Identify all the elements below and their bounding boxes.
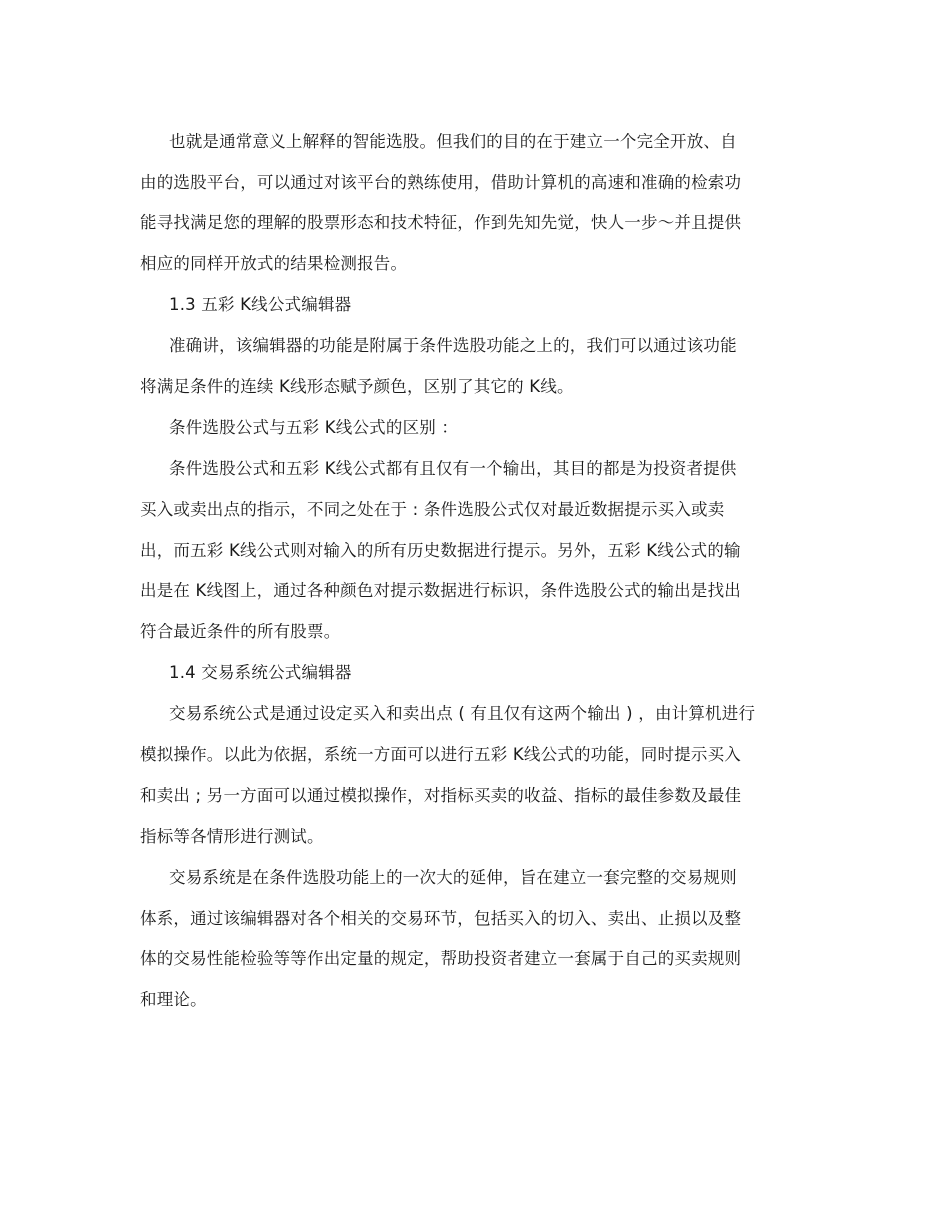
paragraph-line: 条件选股公式和五彩 K线公式都有且仅有一个输出，其目的都是为投资者提供 — [169, 459, 737, 478]
section-heading-1-3: 1.3 五彩 K线公式编辑器 — [169, 295, 352, 314]
paragraph-line: 将满足条件的连续 K线形态赋予颜色，区别了其它的 K线。 — [140, 377, 574, 396]
paragraph-line: 出，而五彩 K线公式则对输入的所有历史数据进行提示。另外，五彩 K线公式的输 — [140, 541, 741, 560]
paragraph-line: 体系，通过该编辑器对各个相关的交易环节，包括买入的切入、卖出、止损以及整 — [140, 909, 742, 928]
paragraph-line: 相应的同样开放式的结果检测报告。 — [140, 254, 408, 273]
paragraph-line: 和卖出 ; 另一方面可以通过模拟操作，对指标买卖的收益、指标的最佳参数及最佳 — [140, 786, 742, 805]
paragraph-line: 能寻找满足您的理解的股票形态和技术特征，作到先知先觉，快人一步～并且提供 — [140, 213, 742, 232]
paragraph-line: 模拟操作。以此为依据，系统一方面可以进行五彩 K线公式的功能，同时提示买入 — [140, 745, 741, 764]
section-heading-1-4: 1.4 交易系统公式编辑器 — [169, 663, 352, 682]
paragraph-line: 准确讲，该编辑器的功能是附属于条件选股功能之上的，我们可以通过该功能 — [169, 336, 737, 355]
paragraph-line: 出是在 K线图上，通过各种颜色对提示数据进行标识，条件选股公式的输出是找出 — [140, 581, 741, 600]
paragraph-line: 交易系统公式是通过设定买入和卖出点 ( 有且仅有这两个输出 ) ，由计算机进行 — [169, 704, 756, 723]
paragraph-line: 买入或卖出点的指示，不同之处在于 : 条件选股公式仅对最近数据提示买入或卖 — [140, 500, 725, 519]
paragraph-line: 条件选股公式与五彩 K线公式的区别 ： — [169, 418, 459, 437]
paragraph-line: 指标等各情形进行测试。 — [140, 827, 324, 846]
paragraph-line: 交易系统是在条件选股功能上的一次大的延伸，旨在建立一套完整的交易规则 — [169, 868, 737, 887]
paragraph-line: 符合最近条件的所有股票。 — [140, 622, 341, 641]
paragraph-line: 和理论。 — [140, 990, 207, 1009]
paragraph-line: 体的交易性能检验等等作出定量的规定，帮助投资者建立一套属于自己的买卖规则 — [140, 949, 742, 968]
paragraph-line: 由的选股平台，可以通过对该平台的熟练使用，借助计算机的高速和准确的检索功 — [140, 173, 742, 192]
paragraph-line: 也就是通常意义上解释的智能选股。但我们的目的在于建立一个完全开放、自 — [169, 132, 737, 151]
